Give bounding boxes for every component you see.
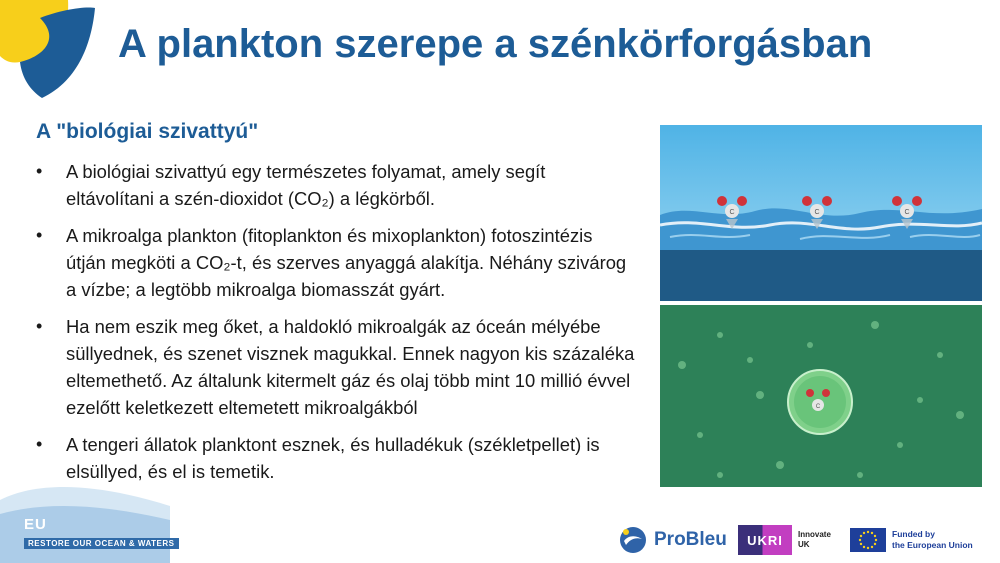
eu-funded-text [892, 529, 973, 551]
ukri-mark: UKRI [738, 525, 792, 555]
section-subtitle: A "biológiai szivattyú" [36, 120, 259, 143]
innovate-uk-line2: UK [798, 540, 810, 549]
eu-mission-sub: RESTORE OUR OCEAN & WATERS [24, 538, 179, 549]
bullet-item [36, 158, 636, 212]
bullet-item [36, 431, 636, 485]
bullet-text: A biológiai szivattyú egy természetes folyamat, amely segít eltávolítani a szén-dioxidot (CO₂) a légkörből. [66, 161, 546, 209]
algae-cell-illustration [660, 305, 982, 487]
probleu-icon [618, 525, 648, 555]
ukri-logo [738, 525, 831, 555]
page-title: A plankton szerepe a szénkörforgásban [118, 22, 873, 66]
bullet-text: A mikroalga plankton (fitoplankton és mixoplankton) fotoszintézis útján megköti a CO₂-t, és szerves anyaggá alakítja. Néhány szivárog a vízbe; a legtöbb mikroalga biomasszát gyárt. [66, 225, 627, 300]
eu-flag-icon [850, 528, 886, 552]
eu-mission-label: EU [24, 516, 47, 533]
bullet-text: Ha nem eszik meg őket, a haldokló mikroalgák az óceán mélyébe süllyednek, és szenet visznek magukkal. Ennek nagyon kis százaléka eltemethető. Az általunk kitermelt gáz és olaj több mint 10 millió évvel ezelőtt keletkezett eltemetett mikroalgákból [66, 316, 635, 418]
carbon-label: C [815, 404, 821, 410]
innovate-uk-line1: Innovate [798, 530, 831, 539]
corner-logo [0, 0, 100, 100]
eu-funded-line2: the European Union [892, 540, 973, 550]
bullet-item [36, 222, 636, 303]
eu-funded-logo [850, 528, 973, 552]
carbon-label: C [729, 209, 735, 216]
probleu-text: ProBleu [654, 529, 727, 550]
carbon-label: C [904, 209, 910, 216]
probleu-logo [618, 524, 727, 556]
bullet-list [36, 158, 636, 495]
bullet-marker: • [36, 316, 43, 336]
ocean-co2-illustration [660, 125, 982, 301]
bullet-marker: • [36, 434, 43, 454]
bullet-marker: • [36, 225, 43, 245]
bullet-marker: • [36, 161, 43, 181]
bullet-item [36, 313, 636, 421]
innovate-uk-text [798, 530, 831, 550]
eu-funded-line1: Funded by [892, 529, 935, 539]
carbon-label: C [814, 209, 820, 216]
bullet-text: A tengeri állatok planktont esznek, és hulladékuk (székletpellet) is elsüllyed, és el is temetik. [66, 434, 600, 482]
